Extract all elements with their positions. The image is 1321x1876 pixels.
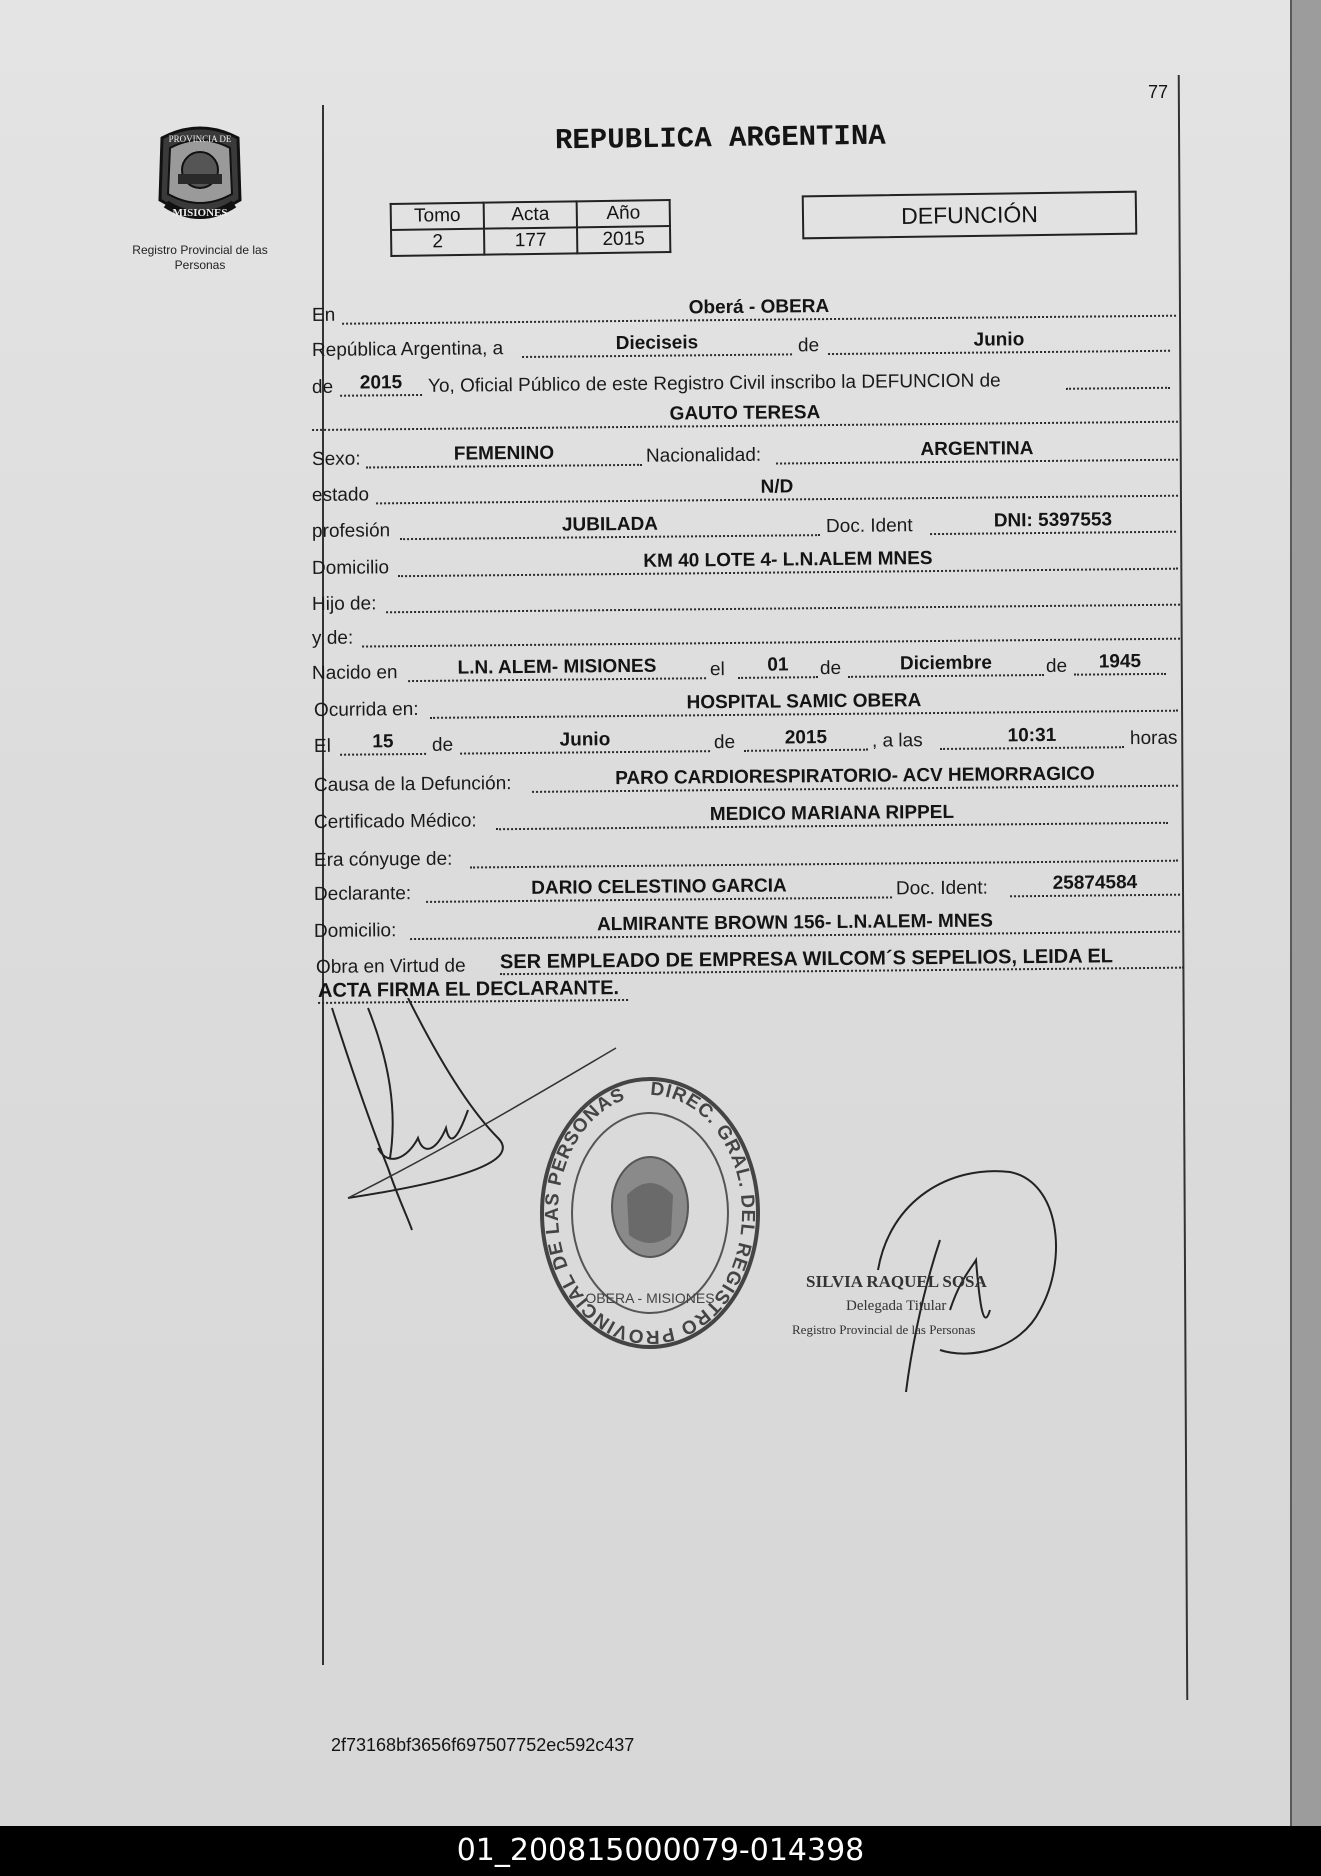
page-number: 77 [1148,82,1169,102]
profesion-label: profesión [311,520,391,543]
republica-label: República Argentina, a [311,338,504,362]
alas-label: , a las [871,730,923,752]
acta-label: Acta [484,201,577,228]
El-label: El [313,735,332,757]
line-nacido [0,647,1321,690]
document-title: REPUBLICA ARGENTINA [554,119,886,158]
logo-text-bottom: MISIONES [172,207,228,219]
provincia-misiones-logo [148,120,252,232]
profesion-field: JUBILADA [400,512,820,540]
def-dia-field: 15 [340,731,426,756]
obra-field-1: SER EMPLEADO DE EMPRESA WILCOM´S SEPELIOS, LEIDA EL [500,945,1184,976]
nacido-field: L.N. ALEM- MISIONES [408,655,706,682]
nacionalidad-label: Nacionalidad: [645,444,762,467]
de-label: de [797,335,820,357]
declarante-label: Declarante: [313,883,412,905]
official-name: SILVIA RAQUEL SOSA [806,1272,987,1291]
ocurrida-field: HOSPITAL SAMIC OBERA [430,688,1178,719]
estado-field: N/D [376,473,1178,505]
tomo-label: Tomo [391,203,484,230]
domicilio-label: Domicilio [311,557,390,580]
tomo-value: 2 [391,229,484,256]
conyuge-field [470,838,1178,869]
el-label: el [709,659,725,681]
footer-id: 01_200815000079-014398 [456,1833,865,1868]
def-anio-field: 2015 [744,727,868,752]
sexo-label: Sexo: [311,448,361,471]
yde-label: y de: [311,627,354,650]
logo-text-top: PROVINCIA DE [168,134,232,144]
line-estado [0,469,1321,512]
estado-label: estado [311,484,370,507]
anio-value: 2015 [577,226,670,253]
logo-caption: Registro Provincial de las Personas [132,243,268,272]
hijo-field [386,582,1180,614]
anio-label: Año [577,200,670,227]
nac-dia-field: 01 [738,654,818,679]
inscribo-trailing-field [1066,365,1170,390]
de-label-2: de [311,376,334,399]
official-title: Delegada Titular [846,1298,947,1314]
doc-ident-field: DNI: 5397553 [930,509,1176,535]
en-label: En [311,304,336,327]
domicilio2-label: Domicilio: [313,920,397,942]
de-label-4: de [1045,655,1068,677]
doc-ident2-field: 25874584 [1010,872,1180,898]
mes-field: Junio [828,328,1170,355]
doc-ident-label: Doc. Ident [825,515,913,538]
obra-label: Obra en Virtud de [315,955,466,978]
line-profesion [0,505,1321,548]
line-fecha [0,324,1321,367]
document-type-box: DEFUNCIÓN [802,191,1138,240]
line-causa [0,759,1321,802]
dia-field: Dieciseis [522,331,792,358]
official-office: Registro Provincial de las Personas [792,1322,976,1337]
obra-field-2: ACTA FIRMA EL DECLARANTE. [318,977,628,1004]
en-field: Oberá - OBERA [342,293,1176,325]
stamp-ring-text: DIREC. GRAL. DEL REGISTRO PROVINCIAL DE LAS PERSONAS [541,1078,759,1348]
inscribo-text: Yo, Oficial Público de este Registro Civil inscribo la DEFUNCION de [427,370,1001,397]
causa-field: PARO CARDIORESPIRATORIO- ACV HEMORRAGICO [532,763,1178,793]
nacido-label: Nacido en [311,662,398,685]
line-sexo [0,433,1321,476]
declarante-field: DARIO CELESTINO GARCIA [426,874,892,902]
hijo-label: Hijo de: [311,593,377,616]
registry-stamp [535,1075,765,1365]
line-ocurrida [0,684,1321,727]
line-fecha-defuncion [0,720,1321,763]
de-label-6: de [713,731,736,754]
horas-label: horas [1129,727,1178,750]
acta-value: 177 [484,227,577,254]
stamp-inner-text: OBERA - MISIONES [585,1290,715,1306]
certificado-label: Certificado Médico: [313,810,477,833]
line-certificado [0,796,1321,839]
footer-id-bar [0,1826,1321,1876]
de-label-5: de [431,734,454,756]
line-domicilio2 [0,905,1321,948]
domicilio2-field: ALMIRANTE BROWN 156- L.N.ALEM- MNES [410,909,1180,940]
doc-ident2-label: Doc. Ident: [895,877,988,900]
nacionalidad-field: ARGENTINA [776,437,1178,465]
anio-field: 2015 [340,372,422,397]
nombre-field: GAUTO TERESA [312,399,1178,431]
tomo-acta-table [390,199,672,257]
conyuge-label: Era cónyuge de: [313,848,453,871]
ocurrida-label: Ocurrida en: [313,698,419,721]
causa-label: Causa de la Defunción: [313,773,512,796]
line-domicilio [0,542,1321,585]
def-mes-field: Junio [460,728,710,754]
de-label-3: de [819,657,842,680]
nac-anio-field: 1945 [1074,651,1166,676]
certificado-field: MEDICO MARIANA RIPPEL [496,800,1168,830]
nac-mes-field: Diciembre [848,652,1044,678]
sexo-field: FEMENINO [366,442,642,469]
domicilio-field: KM 40 LOTE 4- L.N.ALEM MNES [398,546,1178,577]
document-hash: 2f73168bf3656f697507752ec592c437 [331,1735,635,1755]
def-hora-field: 10:31 [940,724,1124,750]
yde-field [362,616,1180,648]
